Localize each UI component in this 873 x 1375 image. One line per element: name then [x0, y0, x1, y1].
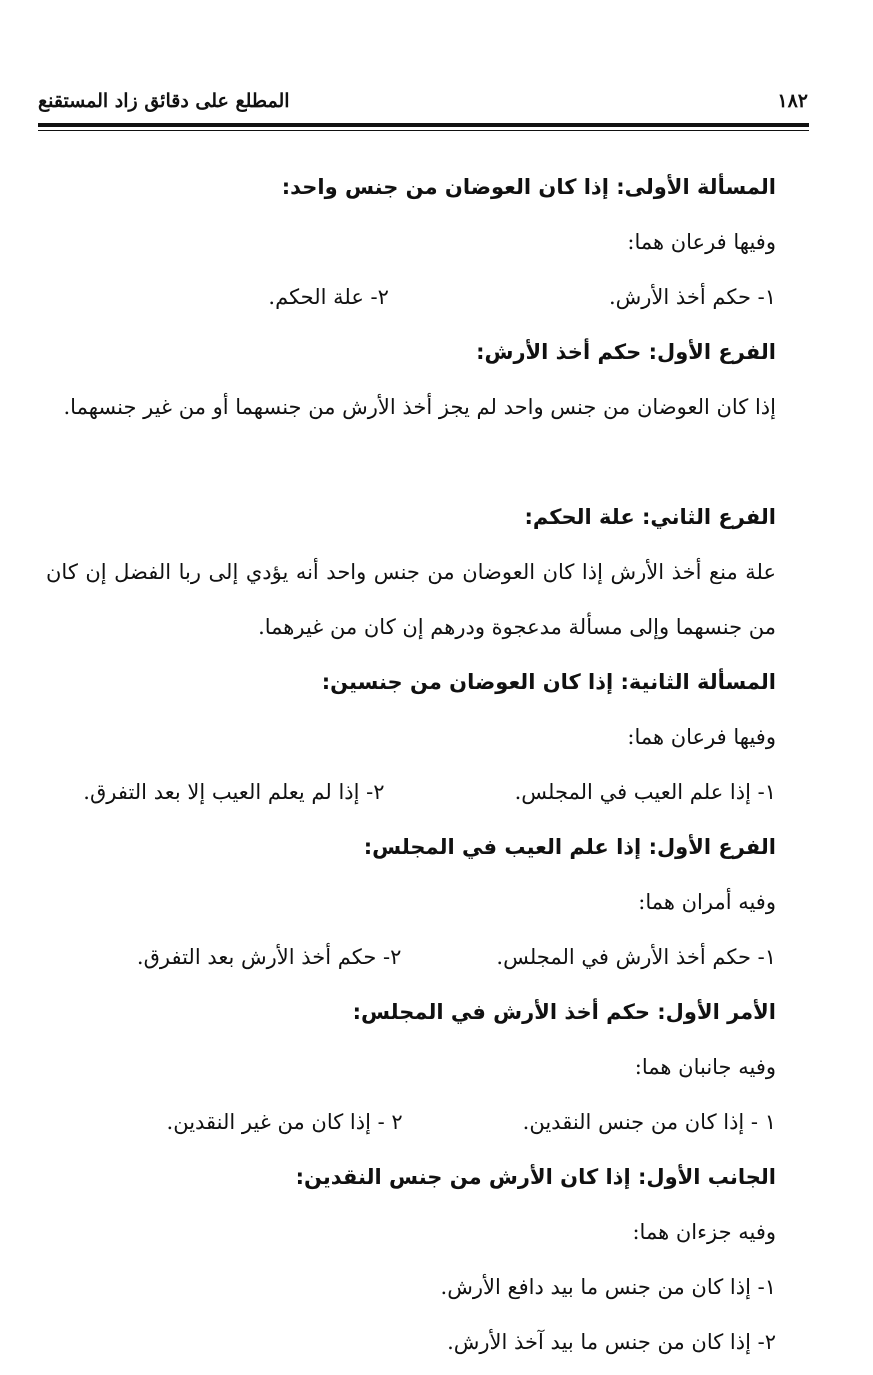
section-heading: الجانب الأول: إذا كان الأرش من جنس النقدين: [295, 1165, 776, 1189]
option-item: ٢- إذا لم يعلم العيب إلا بعد التفرق. [83, 780, 385, 804]
options-row [46, 270, 776, 325]
section-heading: المسألة الثانية: إذا كان العوضان من جنسين: [321, 670, 776, 694]
list-item: ٢- إذا كان من جنس ما بيد آخذ الأرش. [447, 1330, 776, 1354]
page-number: ١٨٢ [777, 90, 808, 112]
options-row [46, 765, 776, 820]
paragraph: إذا كان العوضان من جنس واحد لم يجز أخذ الأرش من جنسهما أو من غير جنسهما. [63, 395, 776, 419]
page-header [38, 84, 808, 118]
option-item: ٢- علة الحكم. [268, 285, 389, 309]
options-row [46, 930, 776, 985]
option-item: ١- حكم أخذ الأرش. [608, 285, 776, 309]
option-item: ١- حكم أخذ الأرش في المجلس. [496, 945, 776, 969]
paragraph: وفيه جزءان هما: [632, 1220, 776, 1244]
header-rule-thick [38, 123, 809, 127]
paragraph: وفيه جانبان هما: [634, 1055, 776, 1079]
option-item: ٢ - إذا كان من غير النقدين. [166, 1110, 403, 1134]
paragraph: وفيها فرعان هما: [627, 725, 776, 749]
running-title: المطلع على دقائق زاد المستقنع [38, 90, 290, 112]
option-item: ١ - إذا كان من جنس النقدين. [522, 1110, 776, 1134]
option-item: ١- إذا علم العيب في المجلس. [514, 780, 776, 804]
page-body [46, 160, 776, 1370]
paragraph: وفيها فرعان هما: [627, 230, 776, 254]
list-item: ١- إذا كان من جنس ما بيد دافع الأرش. [440, 1275, 776, 1299]
section-heading: الفرع الثاني: علة الحكم: [524, 505, 776, 529]
option-item: ٢- حكم أخذ الأرش بعد التفرق. [136, 945, 402, 969]
options-row [46, 1095, 776, 1150]
section-heading: المسألة الأولى: إذا كان العوضان من جنس واحد: [281, 175, 776, 199]
paragraph: وفيه أمران هما: [638, 890, 776, 914]
paragraph: علة منع أخذ الأرش إذا كان العوضان من جنس واحد أنه يؤدي إلى ربا الفضل إن كان من جنسهما وإلى مسألة مدعجوة ودرهم إن كان من غيرهما. [46, 560, 776, 639]
section-heading: الفرع الأول: إذا علم العيب في المجلس: [363, 835, 776, 859]
header-rule-thin [38, 130, 809, 131]
section-heading: الفرع الأول: حكم أخذ الأرش: [476, 340, 776, 364]
section-heading: الأمر الأول: حكم أخذ الأرش في المجلس: [352, 1000, 776, 1024]
